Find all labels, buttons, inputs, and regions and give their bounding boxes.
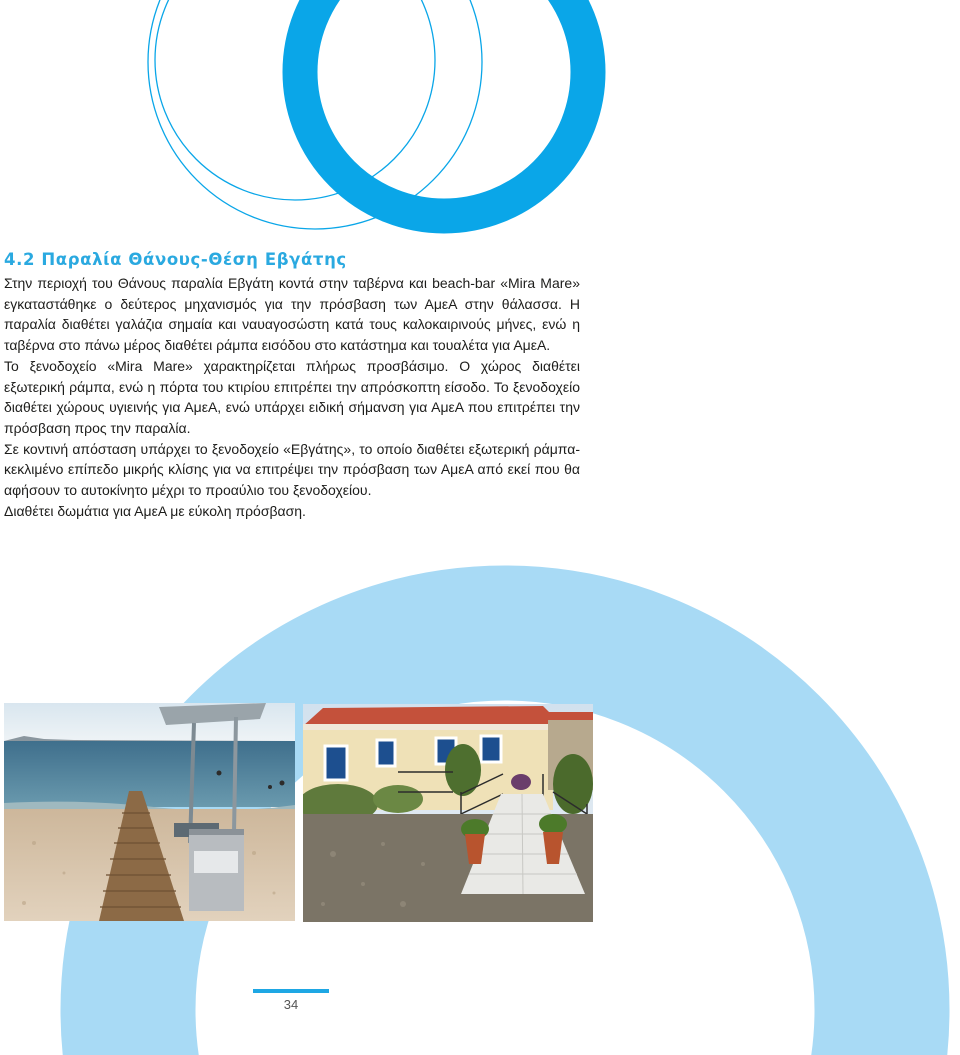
section-heading: 4.2 Παραλία Θάνους-Θέση Εβγάτης <box>4 250 347 269</box>
body-text <box>4 273 580 521</box>
thick-blue-ring <box>300 0 588 216</box>
paragraph-mira-mare-hotel: Το ξενοδοχείο «Mira Mare» χαρακτηρίζεται πλήρως προσβάσιμο. Ο χώρος διαθέτει εξωτερική ράμπα, ενώ η πόρτα του κτιρίου επιτρέπει την απρόσκοπτη είσοδο. Το ξενοδοχείο διαθέτει χώρους υγιεινής για ΑμεΑ, ενώ υπάρχει ειδική σήμανση για ΑμεΑ που επιτρέπει την πρόσβαση προς την παραλία. <box>4 357 580 436</box>
page-number: 34 <box>283 997 299 1012</box>
page-number-rule <box>253 989 329 993</box>
paragraph-evgatis-hotel: Σε κοντινή απόσταση υπάρχει το ξενοδοχείο «Εβγάτης», το οποίο διαθέτει εξωτερική ράμπα-κεκλιμένο επίπεδο μικρής κλίσης για να επιτρέψει την πρόσβαση των ΑμεΑ από εκεί που θα αφήσουν το αυτοκίνητο μέχρι το προαύλιο του ξενοδοχείου. <box>4 440 580 499</box>
paragraph-rooms: Διαθέτει δωμάτια για ΑμεΑ με εύκολη πρόσβαση. <box>4 502 306 519</box>
paragraph-mira-mare-beach: Στην περιοχή του Θάνους παραλία Εβγάτη κοντά στην ταβέρνα και beach-bar «Mira Mare» εγκαταστάθηκε ο δεύτερος μηχανισμός για την πρόσβαση των ΑμεΑ στην θάλασσα. Η παραλία διαθέτει γαλάζια σημαία και ναυαγοσώστη κατά τους καλοκαιρινούς μήνες, ενώ η ταβέρνα στο πάνω μέρος διαθέτει ράμπα εισόδου στο κατάστημα και τουαλέτα για ΑμεΑ. <box>4 275 580 354</box>
beach-access-mechanism-photo <box>4 703 295 921</box>
hotel-entrance-ramp-photo <box>303 704 593 922</box>
